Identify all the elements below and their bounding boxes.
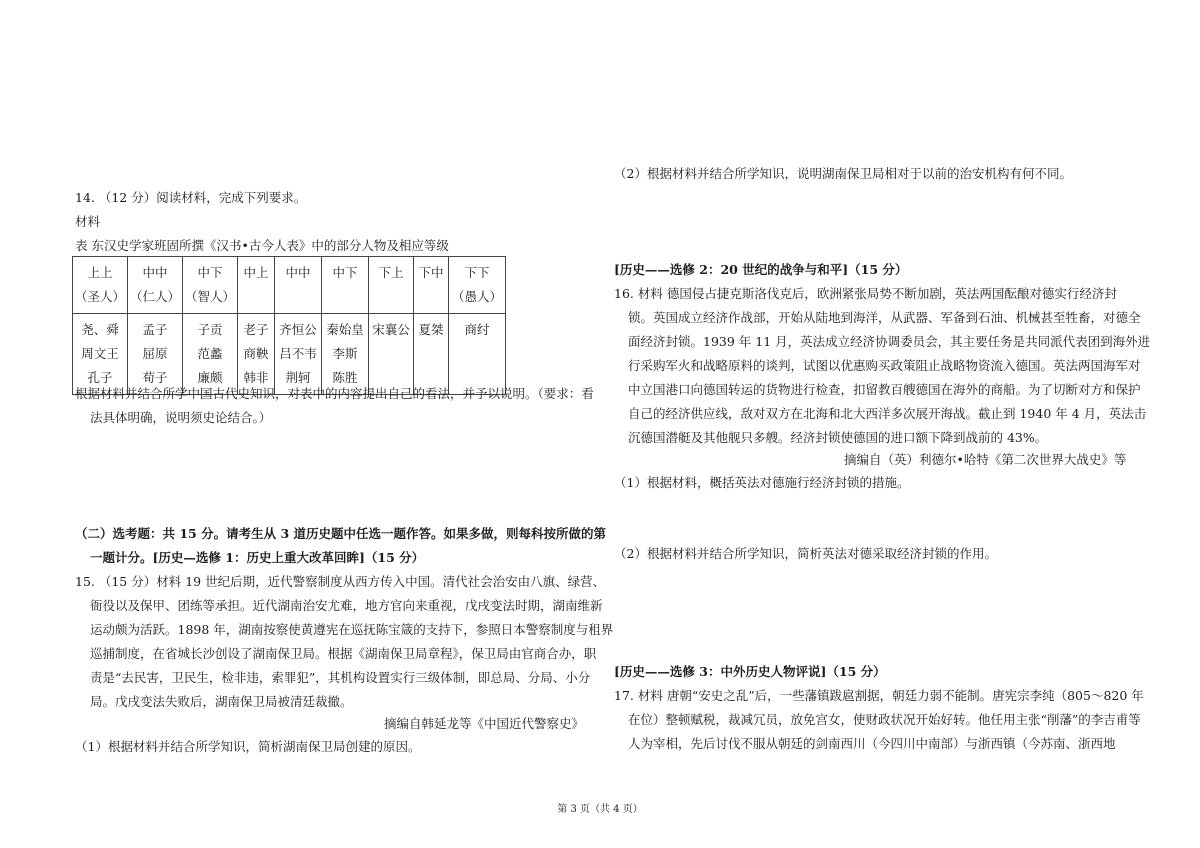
elective3-title: [历史——选修 3：中外历史人物评说]（15 分） bbox=[614, 664, 886, 679]
q15-line5: 责是“去民害，卫民生，检非违，索罪犯”，其机构设置实行三级体制，即总局、分局、小分 bbox=[90, 670, 591, 685]
grade-people-cell: 孟子 屈原 荀子 bbox=[128, 314, 183, 395]
grade-people-cell: 宋襄公 bbox=[369, 314, 414, 395]
section2-heading-line1: （二）选考题：共 15 分。请考生从 3 道历史题中任选一题作答。如果多做，则每科按所做的第 bbox=[75, 526, 607, 541]
q17-line3: 人为宰相，先后讨伐不服从朝廷的剑南西川（今四川中南部）与浙西镇（今苏南、浙西地 bbox=[628, 736, 1116, 751]
q16-line1: 16. 材料 德国侵占捷克斯洛伐克后，欧洲紧张局势不断加剧，英法两国酝酿对德实行经济封 bbox=[614, 286, 1117, 301]
q16-source: 摘编自（英）利德尔•哈特《第二次世界大战史》等 bbox=[844, 452, 1127, 467]
grade-people-cell: 商纣 bbox=[449, 314, 506, 395]
q17-line2: 在位）整顿赋税，裁减冗员，放免宫女，使财政状况开始好转。他任用主张“削藩”的李吉甫等 bbox=[628, 712, 1141, 727]
q16-sub1: （1）根据材料，概括英法对德施行经济封锁的措施。 bbox=[614, 475, 910, 490]
q14-table-caption: 表 东汉史学家班固所撰《汉书•古今人表》中的部分人物及相应等级 bbox=[75, 238, 449, 253]
q14-material-label: 材料 bbox=[75, 214, 101, 229]
q15-line2: 衙役以及保甲、团练等承担。近代湖南治安尤难，地方官向来重视，戊戌变法时期，湖南维新 bbox=[90, 598, 603, 613]
q14-requirement-line2: 法具体明确，说明须史论结合。） bbox=[90, 410, 272, 425]
q15-line4: 巡捕制度，在省城长沙创设了湖南保卫局。根据《湖南保卫局章程》，保卫局由官商合办，职 bbox=[90, 646, 597, 661]
grade-header-cell: 下上 bbox=[369, 257, 414, 314]
q16-line2: 锁。英国成立经济作战部，开始从陆地到海洋，从武器、军备到石油、机械甚至牲畜，对德全 bbox=[628, 310, 1141, 325]
q16-line7: 沉德国潜艇及其他舰只多艘。经济封锁使德国的进口额下降到战前的 43%。 bbox=[628, 430, 1048, 445]
grade-header-cell: 中下 bbox=[322, 257, 369, 314]
grade-people-cell: 秦始皇 李斯 陈胜 bbox=[322, 314, 369, 395]
grade-header-cell: 中上 bbox=[238, 257, 275, 314]
grade-people-cell: 老子 商鞅 韩非 bbox=[238, 314, 275, 395]
page-number: 第 3 页（共 4 页） bbox=[557, 804, 643, 815]
q17-line1: 17. 材料 唐朝“安史之乱”后，一些藩镇跋扈割据，朝廷力弱不能制。唐宪宗李纯（805～820 年 bbox=[614, 688, 1144, 703]
grade-table-people-row bbox=[73, 314, 506, 395]
grade-header-cell: 中中 （仁人） bbox=[128, 257, 183, 314]
grade-header-cell: 下下 （愚人） bbox=[449, 257, 506, 314]
grade-people-cell: 齐恒公 吕不韦 荆轲 bbox=[275, 314, 322, 395]
q15-sub1: （1）根据材料并结合所学知识，简析湖南保卫局创建的原因。 bbox=[75, 739, 421, 754]
q16-line5: 中立国港口向德国转运的货物进行检查，扣留教百艘德国在海外的商船。为了切断对方和保护 bbox=[628, 382, 1141, 397]
q15-line6: 局。戊戌变法失败后，湖南保卫局被清廷裁撤。 bbox=[90, 694, 353, 709]
q15-line3: 运动颇为活跃。1898 年，湖南按察使黄遵宪在巡抚陈宝箴的支持下，参照日本警察制度与租界 bbox=[90, 622, 614, 637]
section2-heading-line2: 一题计分。[历史—选修 1：历史上重大改革回眸]（15 分） bbox=[90, 550, 425, 565]
q16-line6: 自己的经济供应线，敌对双方在北海和北大西洋多次展开海战。截止到 1940 年 4 月，英法击 bbox=[628, 406, 1147, 421]
grade-table-header-row bbox=[73, 257, 506, 314]
grade-header-cell: 中下 （智人） bbox=[183, 257, 238, 314]
grade-header-cell: 中中 bbox=[275, 257, 322, 314]
q15-sub2: （2）根据材料并结合所学知识，说明湖南保卫局相对于以前的治安机构有何不同。 bbox=[614, 166, 1072, 181]
q16-sub2: （2）根据材料并结合所学知识，简析英法对德采取经济封锁的作用。 bbox=[614, 546, 997, 561]
q16-line4: 行采购军火和战略原料的谈判，试图以优惠购买政策阻止战略物资流入德国。英法两国海军对 bbox=[628, 358, 1141, 373]
q15-source: 摘编自韩延龙等《中国近代警察史》 bbox=[384, 716, 585, 731]
q15-line1: 15. （15 分）材料 19 世纪后期，近代警察制度从西方传入中国。清代社会治安由八旗、绿营、 bbox=[75, 574, 606, 589]
q16-line3: 面经济封锁。1939 年 11 月，英法成立经济协调委员会，其主要任务是共同派代表团到海外进 bbox=[628, 334, 1151, 349]
q14-intro: 14. （12 分）阅读材料，完成下列要求。 bbox=[75, 190, 307, 205]
grade-people-cell: 尧、舜 周文王 孔子 bbox=[73, 314, 128, 395]
q14-requirement-line1: 根据材料并结合所学中国古代史知识，对表中的内容提出自己的看法，并予以说明。（要求：看 bbox=[75, 386, 594, 401]
grade-header-cell: 上上 （圣人） bbox=[73, 257, 128, 314]
grade-table bbox=[72, 256, 506, 395]
grade-people-cell: 子贡 范蠡 廉颇 bbox=[183, 314, 238, 395]
grade-header-cell: 下中 bbox=[414, 257, 449, 314]
grade-people-cell: 夏桀 bbox=[414, 314, 449, 395]
elective2-title: [历史——选修 2：20 世纪的战争与和平]（15 分） bbox=[614, 262, 908, 277]
